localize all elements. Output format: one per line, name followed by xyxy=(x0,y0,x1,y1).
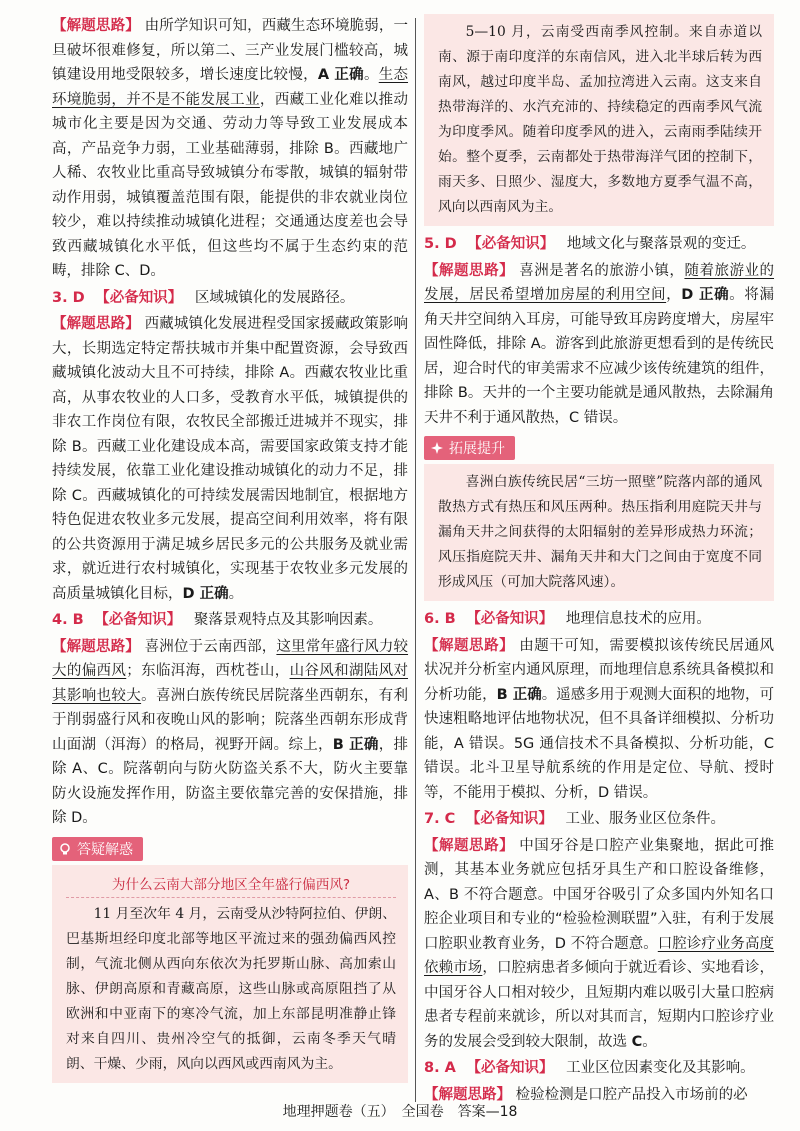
answer-7-header: 7. C 【必备知识】 工业、服务业区位条件。 xyxy=(424,811,726,827)
column-divider xyxy=(415,18,416,1102)
extension-box-text: 喜洲白族传统民居“三坊一照壁”院落内部的通风散热方式有热压和风压两种。热压指利用庭院天井与漏角天井之间获得的太阳辐射的差异形成热力环流；风压指庭院天井、漏角天井和大门之间由于宽度不同形成风压（可加大院落风速）。 xyxy=(438,474,762,590)
page-footer: 地理押题卷（五） 全国卷 答案—18 xyxy=(282,1104,518,1120)
qa-box-text: 11 月至次年 4 月，云南受从沙特阿拉伯、伊朗、巴基斯坦经印度北部等地区平流过来的强劲偏西风控制，气流北侧从西向东依次为托罗斯山脉、高加索山脉、伊朗高原和青藏高原，这些山脉或高原阻挡了从欧洲和中亚南下的寒冷气流，加上东部昆明准静止锋对来自四川、贵州冷空气的抵御，云南冬季天气晴朗、干燥、少雨，风向以西风或西南风为主。 xyxy=(66,905,396,1072)
answer-5-explanation: 【解题思路】 喜洲是著名的旅游小镇，随着旅游业的发展，居民希望增加房屋的利用空间，D 正确。将漏角天井空间纳入耳房，可能导致耳房跨度增大，房屋牢固性降低，排除 A。游客到此旅游更想看到的是传统民居，迎合时代的审美需求不应减少该传统建筑的组件，排除 B。天井的一个主要功能就是通风散热，去除漏角天井不利于通风散热，C 错误。 xyxy=(424,262,775,426)
qa-box xyxy=(52,865,408,1083)
answer-6-explanation: 【解题思路】 由题干可知，需要模拟该传统民居通风状况并分析室内通风原理，而地理信息系统具备模拟和分析功能，B 正确。遥感多用于观测大面积的地物，可快速粗略地评估地物状况，但不具备详细模拟、分析功能，A 错误。5G 通信技术不具备模拟、分析功能，C 错误。北斗卫星导航系统的作用是定位、导航、授时等，不能用于模拟、分析，D 错误。 xyxy=(424,637,775,801)
tag-jtsl: 【解题思路】 xyxy=(52,18,140,34)
answer-8-header: 8. A 【必备知识】 工业区位因素变化及其影响。 xyxy=(424,1060,755,1076)
answer-7-explanation: 【解题思路】 中国牙谷是口腔产业集聚地，据此可推测，其基本业务就应包括牙具生产和口腔设备维修，A、B 不符合题意。中国牙谷吸引了众多国内外知名口腔企业项目和专业的“检验检测联盟”入驻，有利于发展口腔职业教育业务，D 不符合题意。口腔诊疗业务高度依赖市场，口腔病患者多倾向于就近看诊、实地看诊，中国牙谷人口相对较少，且短期内难以吸引大量口腔病患者专程前来就诊，所以对其而言，短期内口腔诊疗业务的发展会受到较大限制，故选 C。 xyxy=(424,837,775,1050)
qa-box-continued xyxy=(424,14,774,226)
extension-box-header: 拓展提升 xyxy=(424,436,515,460)
qa-box-question: 为什么云南大部分地区全年盛行偏西风? xyxy=(66,871,396,898)
answer-2-explanation: 【解题思路】 由所学知识可知，西藏生态环境脆弱，一旦破坏很难修复，所以第二、三产业发展门槛较高，城镇建设用地受限较多，增长速度比较慢，A 正确。生态环境脆弱，并不是不能发展工业，西藏工业化难以推动城市化主要是因为交通、劳动力等导致工业发展成本高，产品竞争力弱，工业基础薄弱，排除 B。西藏地广人稀、农牧业比重高导致城镇分布零散，城镇的辐射带动作用弱，城镇覆盖范围有限，能提供的非农就业岗位较少，难以持续推动城镇化进程；交通通达度差也会导致西藏城镇化水平低，但这些均不属于生态约束的范畴，排除 C、D。 xyxy=(52,18,409,279)
answer-5-header: 5. D 【必备知识】 地域文化与聚落景观的变迁。 xyxy=(424,236,756,252)
right-column xyxy=(424,14,774,1109)
qa-box-continued-text: 5—10 月，云南受西南季风控制。来自赤道以南、源于南印度洋的东南信风，进入北半球后转为西南风，越过印度半岛、孟加拉湾进入云南。这支来自热带海洋的、水汽充沛的、持续稳定的西南季风气流为印度季风。随着印度季风的进入，云南雨季陆续开始。整个夏季，云南都处于热带海洋气团的控制下，雨天多、日照少、湿度大，多数地方夏季气温不高，风向以西南风为主。 xyxy=(438,24,762,215)
answer-page xyxy=(52,14,775,1103)
sparkle-icon xyxy=(430,441,444,455)
answer-3-explanation: 【解题思路】 西藏城镇化发展进程受国家援藏政策影响大，长期选定特定帮扶城市并集中配置资源，会导致西藏城镇化波动大且不可持续，排除 A。西藏农牧业比重高，从事农牧业的人口多，受教育水平低，城镇提供的非农工作岗位有限，农牧民全部搬迁进城并不现实，排除 B。西藏工业化建设成本高，需要国家政策支持才能持续发展，依靠工业化建设推动城镇化的动力不足，排除 C。西藏城镇化的可持续发展需因地制宜，根据地方特色促进农牧业多元发展，提高空间利用效率，将有限的公共资源用于满足城乡居民多元的公共服务及就业需求，就近进行农村城镇化，实现基于农牧业多元发展的高质量城镇化目标，D 正确。 xyxy=(52,316,409,602)
answer-6-header: 6. B 【必备知识】 地理信息技术的应用。 xyxy=(424,611,711,627)
answer-4-header: 4. B 【必备知识】 聚落景观特点及其影响因素。 xyxy=(52,612,383,628)
lightbulb-icon xyxy=(58,842,72,856)
qa-box-header: 答疑解惑 xyxy=(52,837,143,861)
extension-box xyxy=(424,464,774,601)
answer-4-explanation: 【解题思路】 喜洲位于云南西部，这里常年盛行风力较大的偏西风；东临洱海，西枕苍山，山谷风和湖陆风对其影响也较大。喜洲白族传统民居院落坐西朝东，有利于削弱盛行风和夜晚山风的影响；院落坐西朝东形成背山面湖（洱海）的格局，视野开阔。综上，B 正确，排除 A、C。院落朝向与防火防盗关系不大，防火主要靠防火设施发挥作用，防盗主要依靠完善的安保措施，排除 D。 xyxy=(52,638,409,826)
answer-3-header: 3. D 【必备知识】 区域城镇化的发展路径。 xyxy=(52,289,355,306)
question-number: 3. D xyxy=(52,289,85,306)
left-column xyxy=(52,14,408,1089)
answer-8-explanation: 【解题思路】 检验检测是口腔产品投入市场前的必 xyxy=(424,1086,748,1103)
